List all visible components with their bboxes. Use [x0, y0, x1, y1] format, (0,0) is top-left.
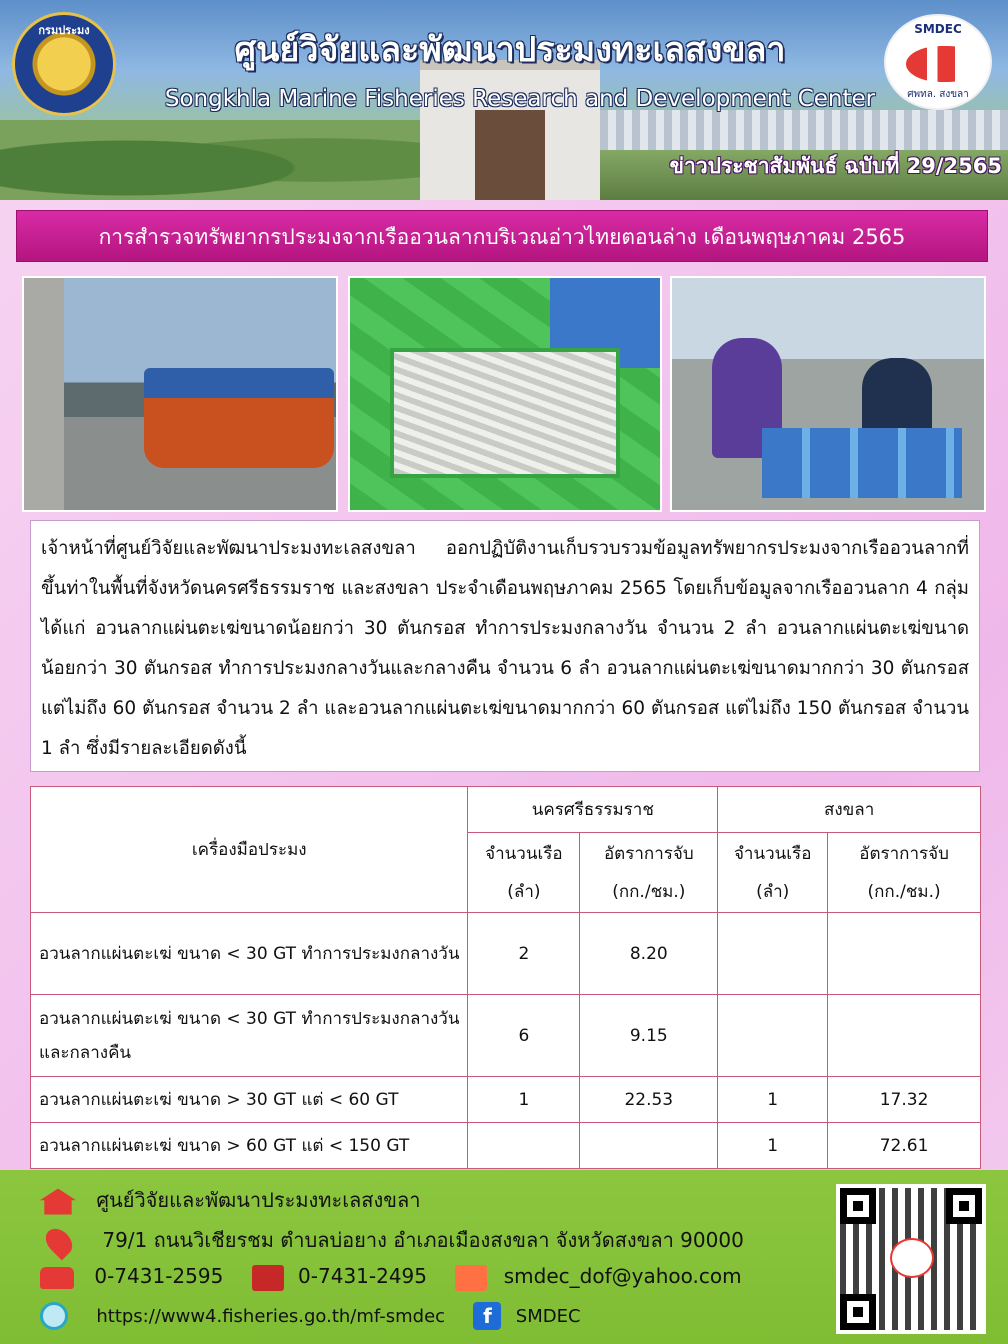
- department-logo: [12, 12, 116, 116]
- center-title-thai: ศูนย์วิจัยและพัฒนาประมงทะเลสงขลา: [234, 30, 786, 70]
- region-header-nakhon: นครศรีธรรมราช: [468, 787, 718, 833]
- sorting-crates: [762, 428, 962, 498]
- issue-number: ข่าวประชาสัมพันธ์ ฉบับที่ 29/2565: [669, 154, 1002, 178]
- boats-header: [468, 833, 580, 913]
- footer-website[interactable]: https://www4.fisheries.go.th/mf-smdec: [96, 1305, 446, 1327]
- table-row: [31, 1077, 981, 1123]
- photo-fishing-boat: [22, 276, 338, 512]
- footer-address-row: [48, 1224, 744, 1257]
- songkhla-boats-cell: [718, 995, 828, 1077]
- songkhla-boats-cell: 1: [718, 1123, 828, 1169]
- songkhla-rate-cell: 17.32: [828, 1077, 981, 1123]
- footer-org-row: [40, 1184, 420, 1216]
- nakhon-rate-cell: 9.15: [580, 995, 718, 1077]
- rate-label: อัตราการจับ: [603, 843, 694, 864]
- pier-post: [24, 278, 64, 512]
- printer-icon: [252, 1265, 284, 1291]
- boats-label: จำนวนเรือ: [733, 843, 812, 864]
- songkhla-rate-cell: 72.61: [828, 1123, 981, 1169]
- smdec-logo: [884, 14, 992, 110]
- boats-unit: (ลำ): [507, 881, 541, 902]
- rate-unit: (กก./ชม.): [612, 881, 686, 902]
- gear-cell: อวนลากแผ่นตะเฆ่ ขนาด < 30 GT ทำการประมงกลางวันและกลางคืน: [31, 995, 468, 1077]
- smdec-logo-subtext: ศพทล. สงขลา: [907, 89, 969, 100]
- qr-code[interactable]: [836, 1184, 986, 1334]
- region-header-songkhla: สงขลา: [718, 787, 981, 833]
- building-door: [475, 110, 545, 200]
- photo-fish-crates: [348, 276, 662, 512]
- globe-icon: [40, 1302, 68, 1330]
- rate-header: [828, 833, 981, 913]
- nakhon-rate-cell: 8.20: [580, 913, 718, 995]
- footer-phone[interactable]: 0-7431-2595: [94, 1264, 224, 1288]
- songkhla-boats-cell: 1: [718, 1077, 828, 1123]
- table-row: [31, 913, 981, 995]
- catch-rate-table: [30, 786, 981, 1169]
- gear-cell: อวนลากแผ่นตะเฆ่ ขนาด > 60 GT แต่ < 150 GT: [31, 1123, 468, 1169]
- boats-label: จำนวนเรือ: [485, 843, 563, 864]
- nakhon-boats-cell: [468, 1123, 580, 1169]
- gear-header: เครื่องมือประมง: [31, 787, 468, 913]
- mail-icon: [455, 1265, 487, 1291]
- footer-org-name: ศูนย์วิจัยและพัฒนาประมงทะเลสงขลา: [96, 1188, 421, 1212]
- footer-facebook[interactable]: SMDEC: [515, 1305, 581, 1327]
- photo-staff-sorting: [670, 276, 986, 512]
- phone-icon: [40, 1267, 74, 1289]
- boats-header: [718, 833, 828, 913]
- header-trees-left: [0, 120, 420, 200]
- department-logo-text: กรมประมง: [38, 24, 90, 37]
- trawler-boat: [144, 368, 334, 468]
- body-paragraph: เจ้าหน้าที่ศูนย์วิจัยและพัฒนาประมงทะเลสงขลา ออกปฏิบัติงานเก็บรวบรวมข้อมูลทรัพยากรประมงจากเรืออวนลากที่ขึ้นท่าในพื้นที่จังหวัดนครศรีธรรมราช และสงขลา ประจำเดือนพฤษภาคม 2565 โดยเก็บข้อมูลจากเรืออวนลาก 4 กลุ่ม ได้แก่ อวนลากแผ่นตะเฆ่ขนาดน้อยกว่า 30 ตันกรอส ทำการประมงกลางวัน จำนวน 2 ลำ อวนลากแผ่นตะเฆ่ขนาดน้อยกว่า 30 ตันกรอส ทำการประมงกลางวันและกลางคืน จำนวน 6 ลำ อวนลากแผ่นตะเฆ่ขนาดมากกว่า 30 ตันกรอส แต่ไม่ถึง 60 ตันกรอส จำนวน 2 ลำ และอวนลากแผ่นตะเฆ่ขนาดมากกว่า 60 ตันกรอส แต่ไม่ถึง 150 ตันกรอส จำนวน 1 ลำ ซึ่งมีรายละเอียดดังนี้: [41, 538, 969, 759]
- center-title-english: Songkhla Marine Fisheries Research and Development Center: [164, 86, 876, 112]
- home-icon: [40, 1189, 76, 1215]
- qr-finder: [946, 1188, 982, 1224]
- nakhon-boats-cell: 1: [468, 1077, 580, 1123]
- gear-cell: อวนลากแผ่นตะเฆ่ ขนาด > 30 GT แต่ < 60 GT: [31, 1077, 468, 1123]
- footer-fax[interactable]: 0-7431-2495: [298, 1264, 428, 1288]
- fish-icon: [906, 46, 976, 82]
- body-paragraph-box: [30, 520, 980, 772]
- rate-unit: (กก./ชม.): [867, 881, 941, 902]
- nakhon-boats-cell: 2: [468, 913, 580, 995]
- footer-address: 79/1 ถนนวิเชียรชม ตำบลบ่อยาง อำเภอเมืองสงขลา จังหวัดสงขลา 90000: [102, 1228, 744, 1252]
- qr-finder: [840, 1294, 876, 1330]
- footer-email[interactable]: smdec_dof@yahoo.com: [503, 1264, 742, 1288]
- rate-label: อัตราการจับ: [859, 843, 949, 864]
- songkhla-rate-cell: [828, 913, 981, 995]
- table-row: [31, 1123, 981, 1169]
- nakhon-rate-cell: [580, 1123, 718, 1169]
- qr-center-logo: [890, 1238, 934, 1278]
- rate-header: [580, 833, 718, 913]
- fish-catch: [390, 348, 620, 478]
- nakhon-rate-cell: 22.53: [580, 1077, 718, 1123]
- qr-finder: [840, 1188, 876, 1224]
- header-building: [420, 60, 600, 200]
- songkhla-boats-cell: [718, 913, 828, 995]
- header-banner: [0, 0, 1008, 200]
- gear-cell: อวนลากแผ่นตะเฆ่ ขนาด < 30 GT ทำการประมงกลางวัน: [31, 913, 468, 995]
- footer-web-row: [40, 1302, 581, 1330]
- boats-unit: (ลำ): [756, 881, 790, 902]
- smdec-logo-text: SMDEC: [914, 22, 962, 36]
- nakhon-boats-cell: 6: [468, 995, 580, 1077]
- news-headline: การสำรวจทรัพยากรประมงจากเรืออวนลากบริเวณอ่าวไทยตอนล่าง เดือนพฤษภาคม 2565: [16, 210, 988, 262]
- header-fence: [600, 110, 1008, 150]
- songkhla-rate-cell: [828, 995, 981, 1077]
- footer-contact-row: [40, 1264, 742, 1291]
- table-row: [31, 995, 981, 1077]
- facebook-icon[interactable]: f: [473, 1302, 501, 1330]
